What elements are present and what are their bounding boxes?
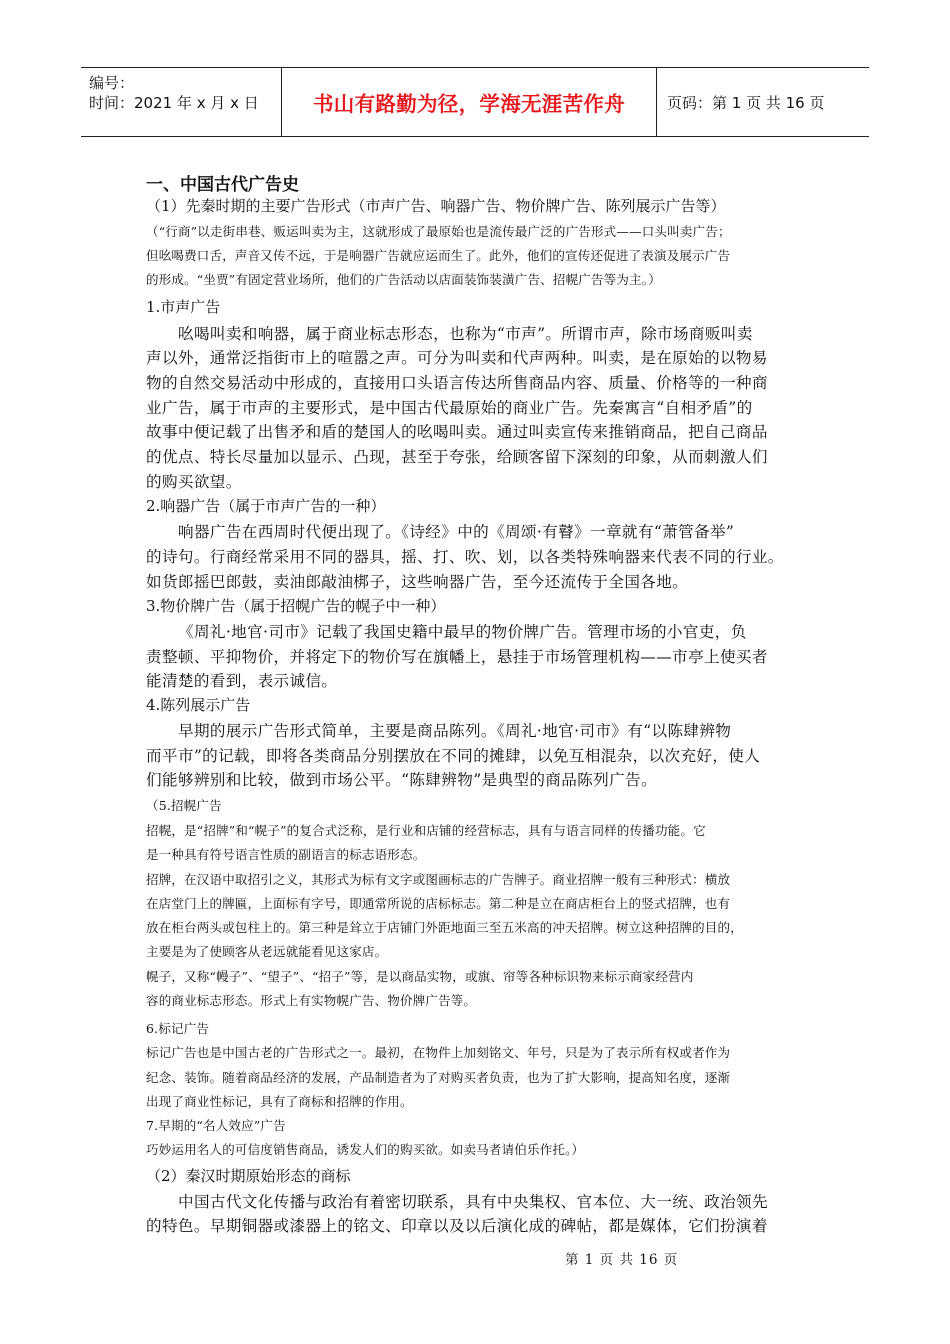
header-meta	[81, 68, 282, 136]
paragraph-line: 的特色。早期铜器或漆器上的铭文、印章以及以后演化成的碑帖，都是媒体，它们扮演着	[146, 1217, 768, 1235]
paragraph-line: 纪念、装饰。随着商品经济的发展，产品制造者为了对购买者负责，也为了扩大影响，提高知名度，逐渐	[146, 1070, 731, 1085]
paragraph-line: 而平市”的记载，即将各类商品分别摆放在不同的摊肆，以免互相混杂，以次充好，使人	[146, 747, 761, 765]
paragraph-line: 幌子，又称“幔子”、“望子”、“招子”等，是以商品实物，或旗、帘等各种标识物来标示商家经营内	[146, 969, 694, 984]
paragraph-line: 们能够辨别和比较，做到市场公平。“陈肆辨物”是典型的商品陈列广告。	[146, 771, 657, 789]
paragraph-line: 《周礼·地官·司市》记载了我国史籍中最早的物价牌广告。管理市场的小官吏，负	[178, 623, 747, 641]
paragraph-line: 的购买欲望。	[146, 473, 242, 491]
paragraph-line: 早期的展示广告形式简单，主要是商品陈列。《周礼·地官·司市》有“以陈肆辨物	[178, 722, 732, 740]
paragraph-line: 的诗句。行商经常采用不同的器具，摇、打、吹、划，以各类特殊响器来代表不同的行业。	[146, 548, 784, 566]
page-header	[81, 67, 869, 137]
header-code-label: 编号：	[89, 74, 135, 92]
paragraph-line: 是一种具有符号语言性质的副语言的标志语形态。	[146, 847, 426, 862]
paragraph-line: 招幌，是“招牌”和“幌子”的复合式泛称，是行业和店铺的经营标志，具有与语言同样的传播功能。它	[146, 823, 706, 838]
item-title: 7.早期的“名人效应”广告	[146, 1118, 286, 1133]
paragraph-line: 责整顿、平抑物价，并将定下的物价写在旗幡上，悬挂于市场管理机构——市亭上使买者	[146, 648, 768, 666]
note-line: 但吆喝费口舌，声音又传不远，于是响器广告就应运而生了。此外，他们的宣传还促进了表演及展示广告	[146, 248, 731, 263]
item-title: （5.招幌广告	[146, 798, 222, 813]
page-footer: 第 1 页 共 16 页	[565, 1252, 679, 1268]
paragraph-line: 容的商业标志形态。形式上有实物幌广告、物价牌广告等。	[146, 993, 477, 1008]
header-page-cell	[657, 68, 879, 136]
paragraph-line: 声以外，通常泛指街市上的喧嚣之声。可分为叫卖和代声两种。叫卖，是在原始的以物易	[146, 349, 768, 367]
paragraph-line: 出现了商业性标记，具有了商标和招牌的作用。	[146, 1094, 413, 1109]
note-line: 的形成。“坐贾”有固定营业场所，他们的广告活动以店面装饰装潢广告、招幌广告等为主。）	[146, 272, 661, 287]
paragraph-line: 业广告，属于市声的主要形式，是中国古代最原始的商业广告。先秦寓言“自相矛盾”的	[146, 399, 753, 417]
paragraph-line: 响器广告在西周时代便出现了。《诗经》中的《周颂·有瞽》一章就有“萧管备举”	[178, 523, 735, 541]
section-heading: 一、中国古代广告史	[146, 175, 299, 195]
paragraph-line: 放在柜台两头或包柱上的。第三种是耸立于店铺门外距地面三至五米高的冲天招牌。树立这种招牌的目的，	[146, 920, 743, 935]
paragraph-line: 吆喝叫卖和响器，属于商业标志形态，也称为“市声”。所谓市声，除市场商贩叫卖	[178, 325, 753, 343]
header-time-label: 时间：2021 年 x 月 x 日	[89, 94, 259, 112]
paragraph-line: 故事中便记载了出售矛和盾的楚国人的吆喝叫卖。通过叫卖宣传来推销商品，把自己商品	[146, 423, 768, 441]
header-motto-cell	[282, 68, 657, 136]
paragraph-line: 物的自然交易活动中形成的，直接用口头语言传达所售商品内容、质量、价格等的一种商	[146, 374, 768, 392]
item-title: 1.市声广告	[146, 298, 221, 316]
paragraph-line: 标记广告也是中国古老的广告形式之一。最初，在物件上加刻铭文、年号，只是为了表示所有权或者作为	[146, 1045, 731, 1060]
paragraph-line: 在店堂门上的牌匾，上面标有字号，即通常所说的店标标志。第二种是立在商店柜台上的竖式招牌，也有	[146, 896, 731, 911]
paragraph-line: 主要是为了使顾客从老远就能看见这家店。	[146, 944, 388, 959]
paragraph-line: 的优点、特长尽量加以显示、凸现，甚至于夸张，给顾客留下深刻的印象，从而刺激人们	[146, 448, 768, 466]
header-page-code: 页码：第 1 页 共 16 页	[667, 93, 825, 112]
note-line: （“行商”以走街串巷、贩运叫卖为主，这就形成了最原始也是流传最广泛的广告形式——口头叫卖广告；	[146, 224, 731, 239]
subsection-title: （1）先秦时期的主要广告形式（市声广告、响器广告、物价牌广告、陈列展示广告等）	[146, 197, 726, 215]
paragraph-line: 能清楚的看到，表示诚信。	[146, 672, 338, 690]
item-title: 3.物价牌广告（属于招幌广告的幌子中一种）	[146, 597, 446, 615]
paragraph-line: 如货郎摇巴郎鼓，卖油郎敲油梆子，这些响器广告，至今还流传于全国各地。	[146, 573, 689, 591]
item-title: 4.陈列展示广告	[146, 696, 251, 714]
paragraph-line: 招牌，在汉语中取招引之义，其形式为标有文字或图画标志的广告牌子。商业招牌一般有三种形式：横放	[146, 872, 731, 887]
paragraph-line: 中国古代文化传播与政治有着密切联系，具有中央集权、官本位、大一统、政治领先	[178, 1193, 768, 1211]
item-title: 6.标记广告	[146, 1021, 210, 1036]
item-title: 2.响器广告（属于市声广告的一种）	[146, 497, 386, 515]
subsection-title: （2）秦汉时期原始形态的商标	[146, 1167, 351, 1185]
paragraph-line: 巧妙运用名人的可信度销售商品，诱发人们的购买欲。如卖马者请伯乐作托。）	[146, 1142, 585, 1157]
header-motto: 书山有路勤为径，学海无涯苦作舟	[313, 92, 625, 116]
